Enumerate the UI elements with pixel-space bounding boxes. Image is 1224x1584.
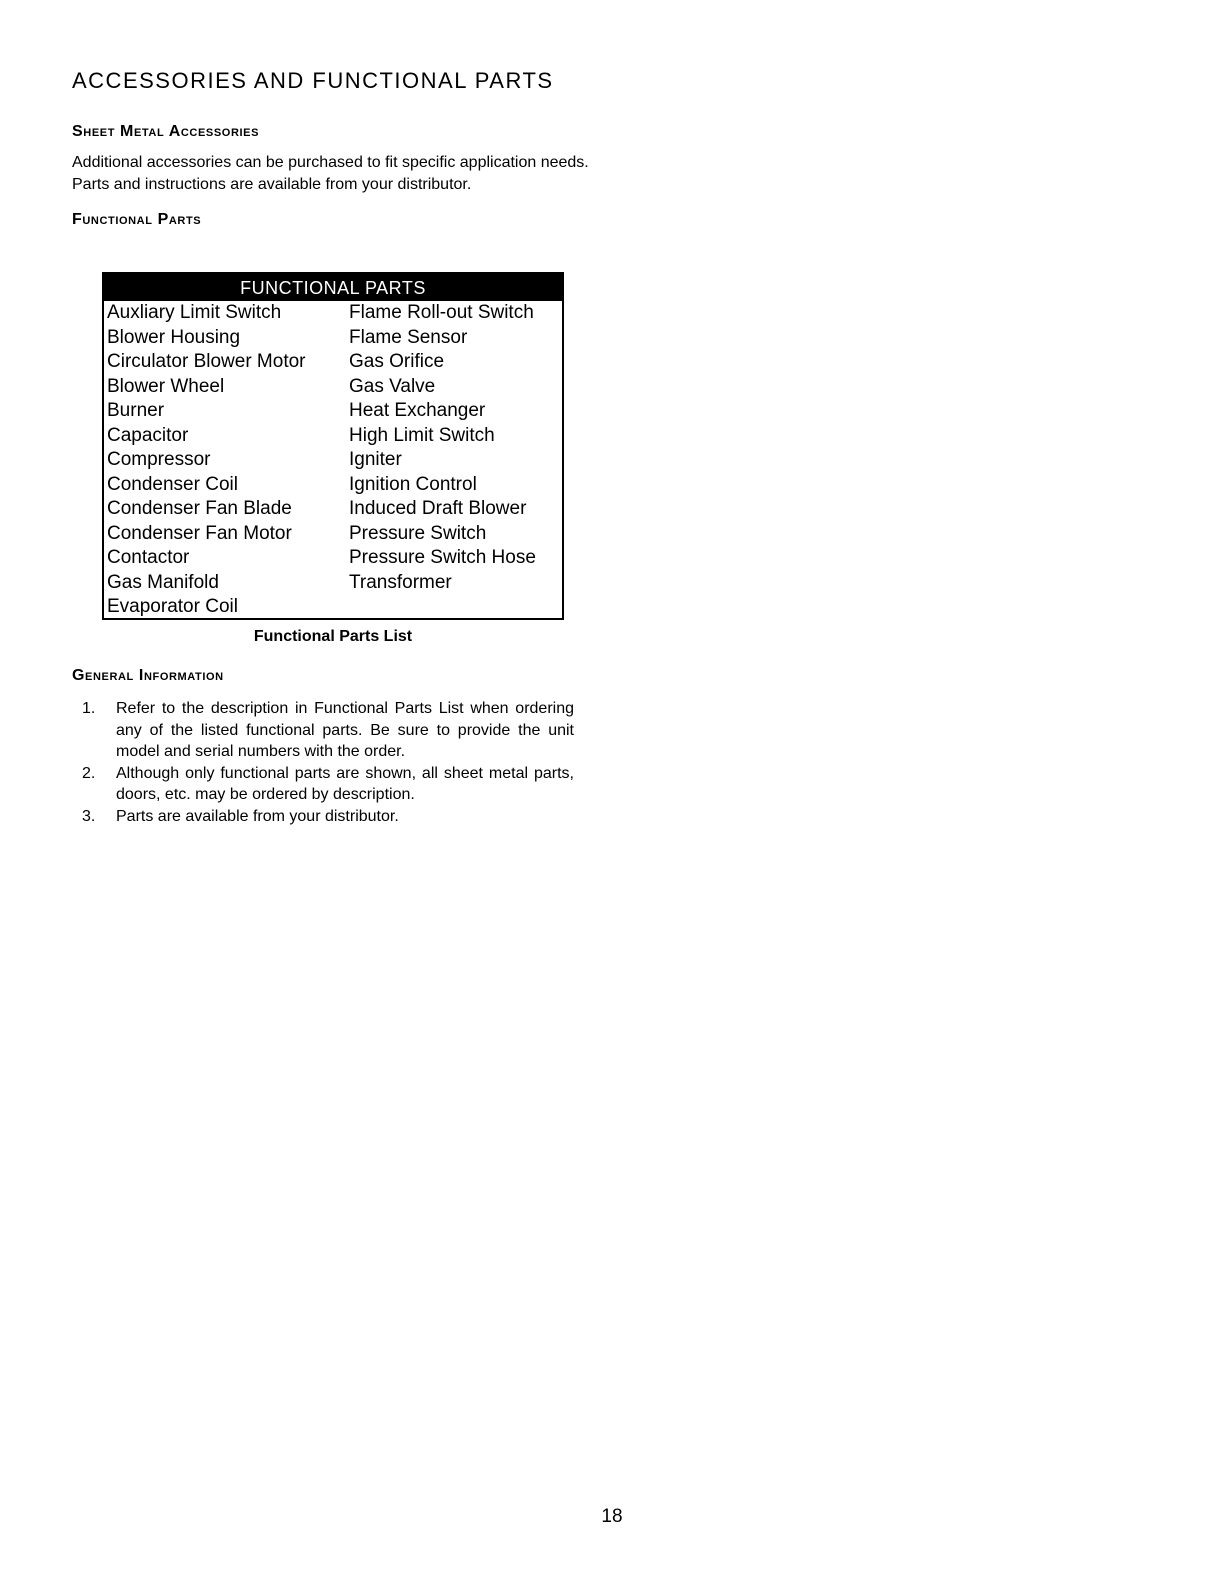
part-item: Gas Valve — [349, 375, 436, 397]
item-number: 1. — [82, 700, 96, 717]
part-item: Transformer — [349, 571, 452, 593]
item-text: Refer to the description in Functional Parts List when ordering any of the listed functional parts. Be sure to provide the unit model and serial numbers with the order. — [116, 700, 574, 760]
page-number: 18 — [601, 1506, 623, 1527]
part-item: Blower Housing — [107, 326, 241, 348]
part-item: Gas Manifold — [107, 571, 219, 593]
part-item: Pressure Switch — [349, 522, 487, 544]
part-item: Blower Wheel — [107, 375, 225, 397]
part-item: Pressure Switch Hose — [349, 547, 536, 568]
part-item: Heat Exchanger — [349, 400, 486, 421]
right-column — [349, 301, 562, 620]
info-item — [82, 698, 574, 763]
item-text: Parts are available from your distributor. — [116, 807, 399, 825]
item-number: 3. — [82, 807, 96, 825]
part-item: Condenser Fan Motor — [107, 522, 292, 544]
part-item: Condenser Fan Blade — [107, 498, 292, 519]
general-information-list — [82, 698, 574, 827]
info-item — [82, 763, 574, 806]
part-item: Compressor — [107, 449, 211, 470]
left-column — [104, 301, 349, 620]
functional-parts-table — [102, 272, 564, 620]
part-item: Gas Orifice — [349, 351, 445, 372]
part-item: Igniter — [349, 449, 402, 470]
part-item: Auxliary Limit Switch — [107, 302, 282, 323]
item-number: 2. — [82, 764, 96, 782]
functional-parts-heading: Functional Parts — [72, 211, 202, 228]
table-caption: Functional Parts List — [253, 628, 413, 645]
part-item: Induced Draft Blower — [349, 498, 527, 519]
part-item: Contactor — [107, 547, 190, 568]
sheet-metal-body: Additional accessories can be purchased to fit specific application needs. Parts and instructions are available from your distributor. — [72, 154, 589, 193]
part-item: Circulator Blower Motor — [107, 351, 306, 372]
part-item: Capacitor — [107, 424, 189, 446]
info-item — [82, 806, 574, 828]
page-title: ACCESSORIES AND FUNCTIONAL PARTS — [72, 68, 554, 93]
table-header: FUNCTIONAL PARTS — [104, 274, 562, 301]
part-item: Flame Sensor — [349, 326, 468, 348]
part-item: Burner — [107, 400, 165, 421]
part-item: Condenser Coil — [107, 473, 238, 495]
item-text: Although only functional parts are shown, all sheet metal parts, doors, etc. may be ordered by description. — [116, 764, 574, 803]
part-item: Flame Roll-out Switch — [349, 302, 534, 323]
table-body — [104, 301, 562, 620]
part-item: Ignition Control — [349, 473, 477, 495]
part-item: High Limit Switch — [349, 424, 495, 446]
sheet-metal-heading: Sheet Metal Accessories — [72, 123, 260, 140]
part-item: Evaporator Coil — [107, 596, 238, 617]
general-information-heading: General Information — [72, 667, 224, 684]
